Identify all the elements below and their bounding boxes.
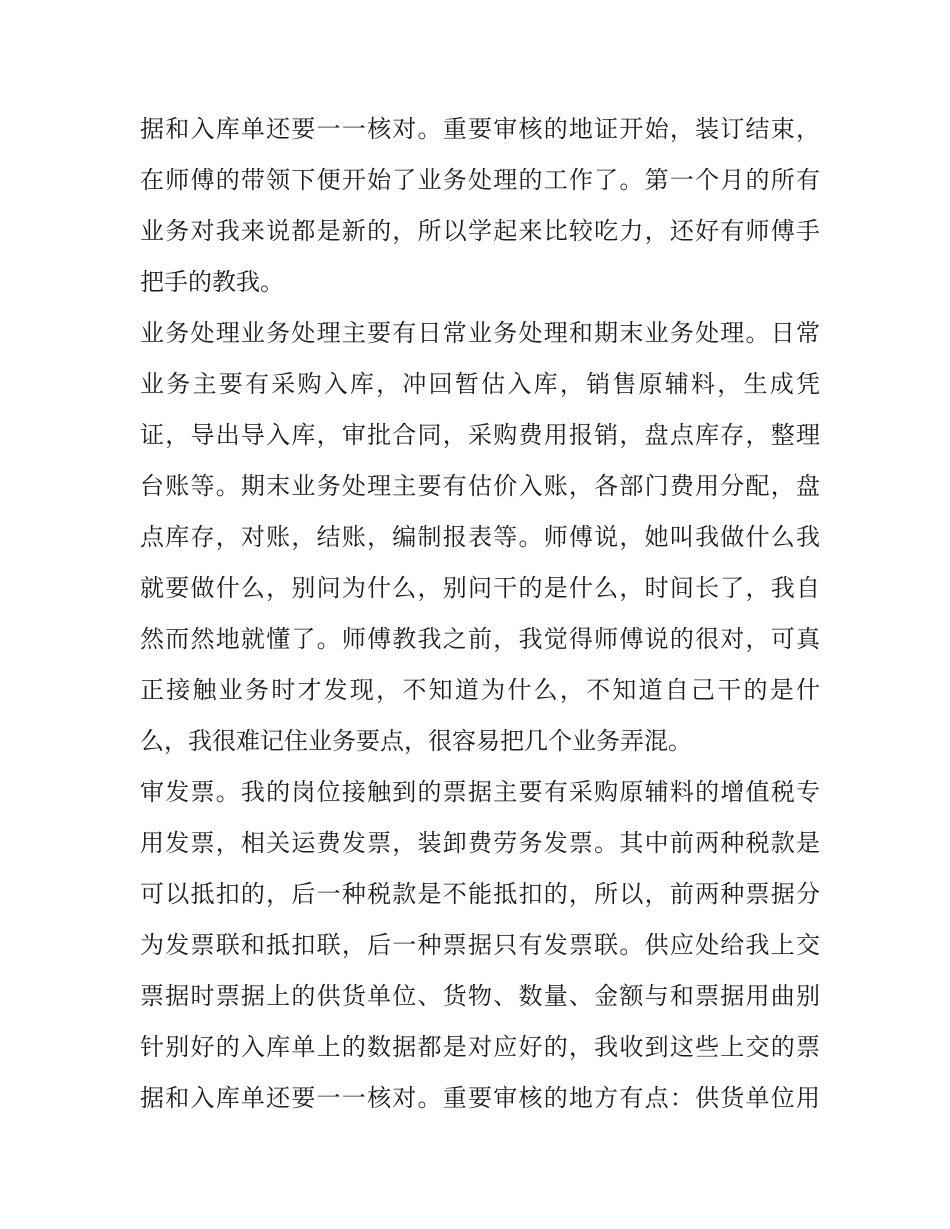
text-line: 然而然地就懂了。师傅教我之前，我觉得师傅说的很对，可真: [140, 625, 820, 653]
text-line: 点库存，对账，结账，编制报表等。师傅说，她叫我做什么我: [140, 523, 820, 551]
text-line: 据和入库单还要一一核对。重要审核的地证开始，装订结束，: [140, 115, 820, 143]
text-line: 把手的教我。: [140, 268, 284, 296]
text-line: 审发票。我的岗位接触到的票据主要有采购原辅料的增值税专: [140, 778, 820, 806]
text-line: 么，我很难记住业务要点，很容易把几个业务弄混。: [140, 727, 692, 755]
text-line: 业务对我来说都是新的，所以学起来比较吃力，还好有师傅手: [140, 217, 820, 245]
text-line: 据和入库单还要一一核对。重要审核的地方有点：供货单位用: [140, 1084, 820, 1112]
text-line: 可以抵扣的，后一种税款是不能抵扣的，所以，前两种票据分: [140, 880, 820, 908]
text-line: 针别好的入库单上的数据都是对应好的，我收到这些上交的票: [140, 1033, 820, 1061]
text-line: 证，导出导入库，审批合同，采购费用报销，盘点库存，整理: [140, 421, 820, 449]
text-line: 票据时票据上的供货单位、货物、数量、金额与和票据用曲别: [140, 982, 820, 1010]
text-line: 在师傅的带领下便开始了业务处理的工作了。第一个月的所有: [140, 166, 820, 194]
text-line: 用发票，相关运费发票，装卸费劳务发票。其中前两种税款是: [140, 829, 820, 857]
text-line: 业务处理业务处理主要有日常业务处理和期末业务处理。日常: [140, 319, 820, 347]
document-body: [140, 104, 820, 1124]
text-line: 业务主要有采购入库，冲回暂估入库，销售原辅料，生成凭: [140, 370, 820, 398]
text-line: 正接触业务时才发现，不知道为什么，不知道自己干的是什: [140, 676, 820, 704]
text-line: 为发票联和抵扣联，后一种票据只有发票联。供应处给我上交: [140, 931, 820, 959]
text-line: 就要做什么，别问为什么，别问干的是什么，时间长了，我自: [140, 574, 820, 602]
text-line: 台账等。期末业务处理主要有估价入账，各部门费用分配，盘: [140, 472, 820, 500]
